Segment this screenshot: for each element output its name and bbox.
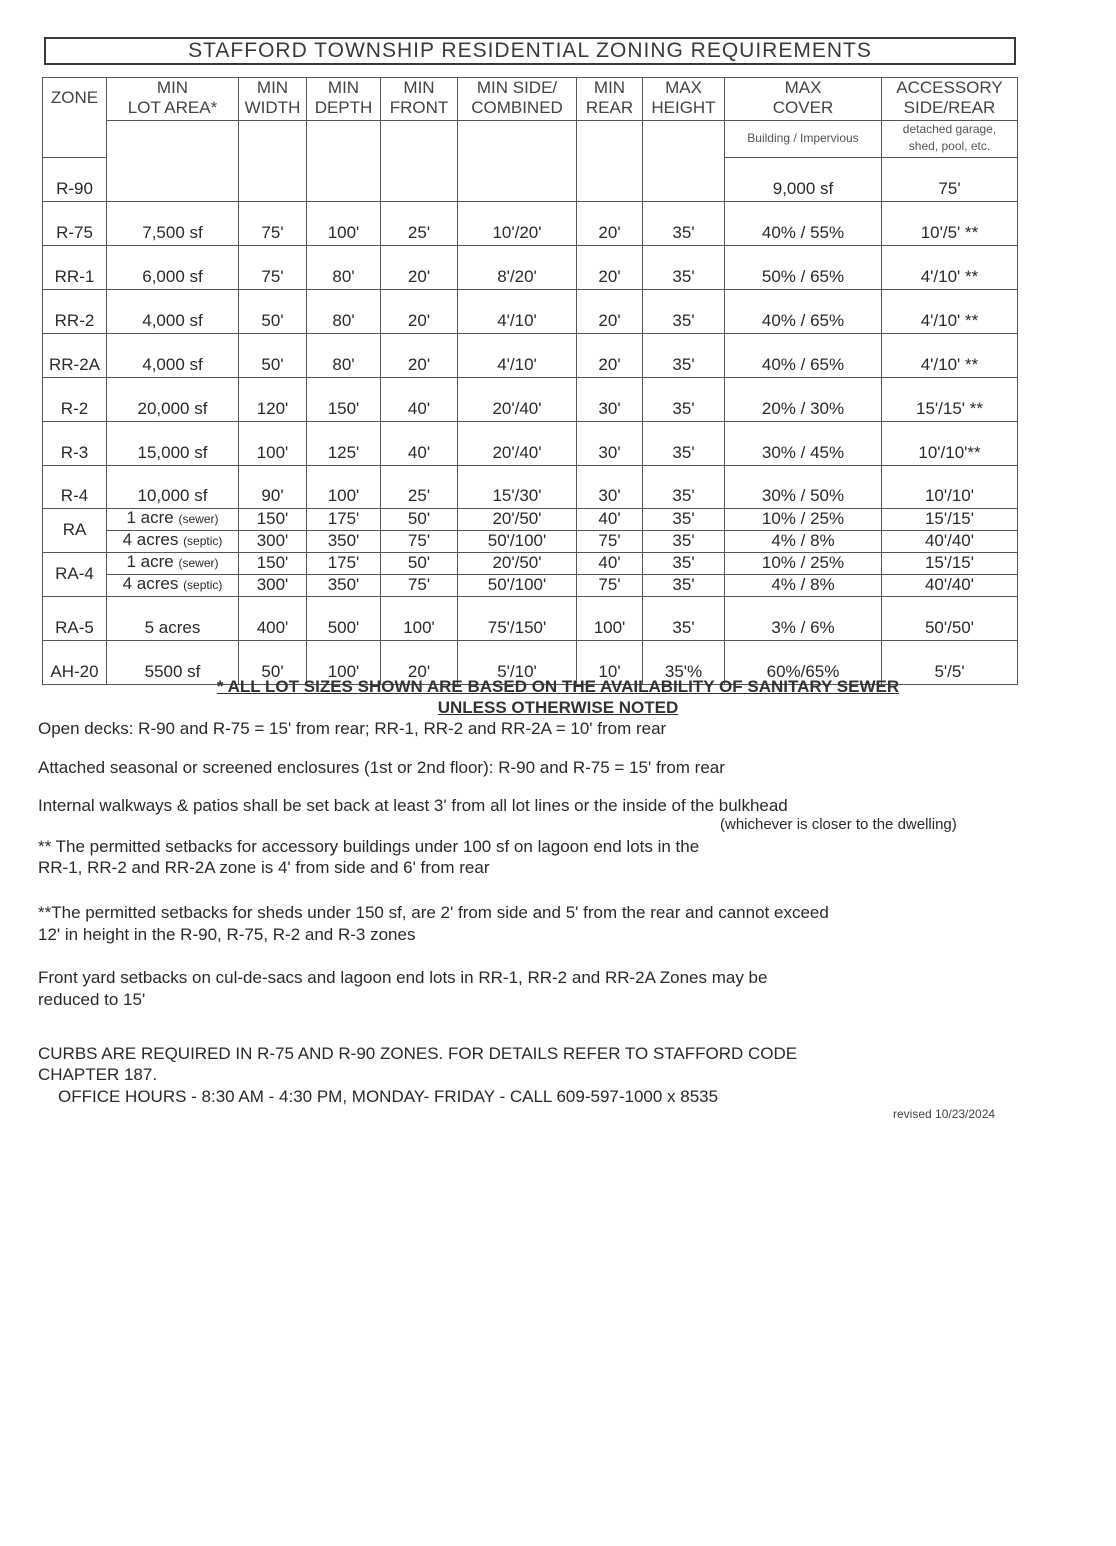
cover-cell: 3% / 6% xyxy=(725,597,882,641)
side-cell: 75'/150' xyxy=(458,597,577,641)
height-cell: 35' xyxy=(643,509,725,531)
acc-cell: 10'/10'** xyxy=(882,422,1018,466)
note-sheds-line-1: **The permitted setbacks for sheds under 150 sf, are 2' from side and 5' from the rear and cannot exceed xyxy=(38,903,829,922)
header-side: MIN SIDE/ COMBINED xyxy=(458,78,577,121)
header-cover: MAX COVER xyxy=(725,78,882,121)
height-cell: 35' xyxy=(643,531,725,553)
table-row xyxy=(43,422,1018,466)
note-enclosures: Attached seasonal or screened enclosures (1st or 2nd floor): R-90 and R-75 = 15' from rear xyxy=(38,758,725,777)
note-front-yard-line-2: reduced to 15' xyxy=(38,990,146,1009)
depth-cell: 80' xyxy=(307,334,381,378)
width-cell: 150' xyxy=(239,553,307,575)
zone-cell: R-75 xyxy=(43,202,107,246)
width-cell: 50' xyxy=(239,290,307,334)
rear-cell: 100' xyxy=(577,597,643,641)
acc-cell: 10'/5' ** xyxy=(882,202,1018,246)
area-cell: 9,000 sf xyxy=(725,158,882,202)
height-cell: 35' xyxy=(643,202,725,246)
acc-cell: 15'/15' xyxy=(882,553,1018,575)
height-cell: 35' xyxy=(643,378,725,422)
height-cell: 35' xyxy=(643,334,725,378)
area-cell: 20,000 sf xyxy=(107,378,239,422)
side-cell: 15'/30' xyxy=(458,466,577,509)
header-width: MIN WIDTH xyxy=(239,78,307,121)
note-front-yard-line-1: Front yard setbacks on cul-de-sacs and lagoon end lots in RR-1, RR-2 and RR-2A Zones may be xyxy=(38,968,768,987)
height-cell: 35' xyxy=(643,575,725,597)
height-cell: 35'% xyxy=(643,641,725,685)
header-accessory-subtitle: detached garage, shed, pool, etc. xyxy=(882,121,1018,158)
front-cell: 40' xyxy=(381,422,458,466)
header-depth: MIN DEPTH xyxy=(307,78,381,121)
depth-cell: 150' xyxy=(307,378,381,422)
front-cell: 40' xyxy=(381,378,458,422)
header-accessory: ACCESSORY SIDE/REAR xyxy=(882,78,1018,121)
area-cell xyxy=(107,531,239,553)
acc-cell: 5'/5' xyxy=(882,641,1018,685)
zone-cell: R-3 xyxy=(43,422,107,466)
cover-cell: 10% / 25% xyxy=(725,509,882,531)
note-curbs-line-2: CHAPTER 187. xyxy=(38,1065,158,1084)
side-cell: 20'/40' xyxy=(458,378,577,422)
cover-cell: 10% / 25% xyxy=(725,553,882,575)
front-cell: 25' xyxy=(381,466,458,509)
rear-cell: 30' xyxy=(577,466,643,509)
zone-cell: R-90 xyxy=(43,158,107,202)
area-note: (sewer) xyxy=(178,512,219,526)
height-cell: 35' xyxy=(643,290,725,334)
side-cell: 50'/100' xyxy=(458,575,577,597)
zone-cell: RA-4 xyxy=(43,553,107,597)
revised-date: revised 10/23/2024 xyxy=(893,1107,996,1121)
acc-cell: 15'/15' xyxy=(882,509,1018,531)
width-cell: 75' xyxy=(239,202,307,246)
rear-cell: 30' xyxy=(577,378,643,422)
area-cell xyxy=(107,575,239,597)
zone-cell: RR-1 xyxy=(43,246,107,290)
height-cell: 35' xyxy=(643,553,725,575)
zone-cell: RA xyxy=(43,509,107,553)
note-accessory-line-2: RR-1, RR-2 and RR-2A zone is 4' from side and 6' from rear xyxy=(38,858,490,877)
width-cell: 75' xyxy=(239,246,307,290)
side-cell: 50'/100' xyxy=(458,531,577,553)
width-cell: 300' xyxy=(239,575,307,597)
cover-cell: 30% / 50% xyxy=(725,466,882,509)
front-cell: 50' xyxy=(381,509,458,531)
cover-cell: 40% / 65% xyxy=(725,334,882,378)
table-row xyxy=(43,378,1018,422)
side-cell: 20'/50' xyxy=(458,553,577,575)
zone-cell: RA-5 xyxy=(43,597,107,641)
table-row xyxy=(43,334,1018,378)
acc-cell: 40'/40' xyxy=(882,531,1018,553)
header-rear: MIN REAR xyxy=(577,78,643,121)
area-value: 1 acre xyxy=(126,508,174,527)
area-cell: 4,000 sf xyxy=(107,334,239,378)
cover-cell: 20% / 30% xyxy=(725,378,882,422)
cover-cell: 60%/65% xyxy=(725,641,882,685)
depth-cell: 80' xyxy=(307,246,381,290)
area-cell: 7,500 sf xyxy=(107,202,239,246)
depth-cell: 350' xyxy=(307,575,381,597)
side-cell: 4'/10' xyxy=(458,334,577,378)
depth-cell: 350' xyxy=(307,531,381,553)
depth-cell: 80' xyxy=(307,290,381,334)
zone-cell: AH-20 xyxy=(43,641,107,685)
header-cover-subtitle: Building / Impervious xyxy=(725,121,882,158)
depth-cell: 100' xyxy=(307,466,381,509)
depth-cell: 100' xyxy=(307,641,381,685)
header-height: MAX HEIGHT xyxy=(643,78,725,121)
header-row xyxy=(43,78,1018,121)
rear-cell: 75' xyxy=(577,575,643,597)
area-cell: 5500 sf xyxy=(107,641,239,685)
area-cell: 10,000 sf xyxy=(107,466,239,509)
width-cell: 50' xyxy=(239,334,307,378)
area-cell: 4,000 sf xyxy=(107,290,239,334)
area-cell xyxy=(107,553,239,575)
depth-cell: 125' xyxy=(307,422,381,466)
table-row xyxy=(43,553,1018,575)
width-cell: 300' xyxy=(239,531,307,553)
cover-cell: 40% / 55% xyxy=(725,202,882,246)
note-curbs-line-1: CURBS ARE REQUIRED IN R-75 AND R-90 ZONES. FOR DETAILS REFER TO STAFFORD CODE xyxy=(38,1044,798,1063)
footnote-line-2: UNLESS OTHERWISE NOTED xyxy=(437,698,679,717)
depth-cell: 175' xyxy=(307,509,381,531)
area-value: 1 acre xyxy=(126,552,174,571)
front-cell: 20' xyxy=(381,290,458,334)
rear-cell: 20' xyxy=(577,290,643,334)
height-cell: 35' xyxy=(643,246,725,290)
footnote-line-1: * ALL LOT SIZES SHOWN ARE BASED ON THE AVAILABILITY OF SANITARY SEWER xyxy=(216,677,900,696)
note-accessory-line-1: ** The permitted setbacks for accessory buildings under 100 sf on lagoon end lots in the xyxy=(38,837,700,856)
width-cell: 90' xyxy=(239,466,307,509)
height-cell: 35' xyxy=(643,466,725,509)
height-cell: 35' xyxy=(643,422,725,466)
side-cell: 20'/50' xyxy=(458,509,577,531)
acc-cell: 10'/10' xyxy=(882,466,1018,509)
table-row xyxy=(43,202,1018,246)
table-row xyxy=(43,531,1018,553)
height-cell: 35' xyxy=(643,597,725,641)
note-sheds-line-2: 12' in height in the R-90, R-75, R-2 and R-3 zones xyxy=(38,925,416,944)
width-cell: 75' xyxy=(882,158,1018,202)
rear-cell: 20' xyxy=(577,334,643,378)
table-row xyxy=(43,466,1018,509)
table-row xyxy=(43,509,1018,531)
area-cell xyxy=(107,509,239,531)
area-note: (sewer) xyxy=(178,556,219,570)
front-cell: 75' xyxy=(381,575,458,597)
acc-cell: 4'/10' ** xyxy=(882,290,1018,334)
header-subrow xyxy=(43,121,1018,158)
acc-cell: 15'/15' ** xyxy=(882,378,1018,422)
header-front: MIN FRONT xyxy=(381,78,458,121)
width-cell: 120' xyxy=(239,378,307,422)
front-cell: 20' xyxy=(381,246,458,290)
area-cell: 5 acres xyxy=(107,597,239,641)
front-cell: 25' xyxy=(381,202,458,246)
width-cell: 150' xyxy=(239,509,307,531)
header-zone: ZONE xyxy=(43,78,107,158)
front-cell: 100' xyxy=(381,597,458,641)
rear-cell: 10' xyxy=(577,641,643,685)
zone-cell: RR-2 xyxy=(43,290,107,334)
area-note: (septic) xyxy=(183,534,223,548)
cover-cell: 30% / 45% xyxy=(725,422,882,466)
office-hours: OFFICE HOURS - 8:30 AM - 4:30 PM, MONDAY- FRIDAY - CALL 609-597-1000 x 8535 xyxy=(58,1087,719,1106)
side-cell: 8'/20' xyxy=(458,246,577,290)
zoning-table xyxy=(42,77,1018,685)
table-row xyxy=(43,290,1018,334)
cover-cell: 4% / 8% xyxy=(725,575,882,597)
cover-cell: 4% / 8% xyxy=(725,531,882,553)
front-cell: 20' xyxy=(381,641,458,685)
side-cell: 4'/10' xyxy=(458,290,577,334)
table-row xyxy=(43,597,1018,641)
area-value: 4 acres xyxy=(122,530,179,549)
note-open-decks: Open decks: R-90 and R-75 = 15' from rear; RR-1, RR-2 and RR-2A = 10' from rear xyxy=(38,719,667,738)
zone-cell: R-2 xyxy=(43,378,107,422)
rear-cell: 40' xyxy=(577,553,643,575)
depth-cell: 500' xyxy=(307,597,381,641)
width-cell: 400' xyxy=(239,597,307,641)
acc-cell: 4'/10' ** xyxy=(882,334,1018,378)
zone-cell: R-4 xyxy=(43,466,107,509)
front-cell: 50' xyxy=(381,553,458,575)
rear-cell: 75' xyxy=(577,531,643,553)
area-cell: 15,000 sf xyxy=(107,422,239,466)
rear-cell: 30' xyxy=(577,422,643,466)
rear-cell: 20' xyxy=(577,202,643,246)
side-cell: 5'/10' xyxy=(458,641,577,685)
front-cell: 20' xyxy=(381,334,458,378)
cover-cell: 40% / 65% xyxy=(725,290,882,334)
front-cell: 75' xyxy=(381,531,458,553)
acc-cell: 40'/40' xyxy=(882,575,1018,597)
rear-cell: 40' xyxy=(577,509,643,531)
table-row xyxy=(43,575,1018,597)
depth-cell: 175' xyxy=(307,553,381,575)
table-row xyxy=(43,246,1018,290)
depth-cell: 100' xyxy=(307,202,381,246)
side-cell: 20'/40' xyxy=(458,422,577,466)
width-cell: 100' xyxy=(239,422,307,466)
side-cell: 10'/20' xyxy=(458,202,577,246)
cover-cell: 50% / 65% xyxy=(725,246,882,290)
page-title: STAFFORD TOWNSHIP RESIDENTIAL ZONING REQUIREMENTS xyxy=(44,37,1016,65)
area-note: (septic) xyxy=(183,578,223,592)
area-value: 4 acres xyxy=(122,574,179,593)
area-cell: 6,000 sf xyxy=(107,246,239,290)
note-walkways: Internal walkways & patios shall be set back at least 3' from all lot lines or the inside of the bulkhead xyxy=(38,796,788,815)
zone-cell: RR-2A xyxy=(43,334,107,378)
note-walkways-cont: (whichever is closer to the dwelling) xyxy=(720,816,957,833)
acc-cell: 50'/50' xyxy=(882,597,1018,641)
acc-cell: 4'/10' ** xyxy=(882,246,1018,290)
rear-cell: 20' xyxy=(577,246,643,290)
header-lot-area: MIN LOT AREA* xyxy=(107,78,239,121)
width-cell: 50' xyxy=(239,641,307,685)
